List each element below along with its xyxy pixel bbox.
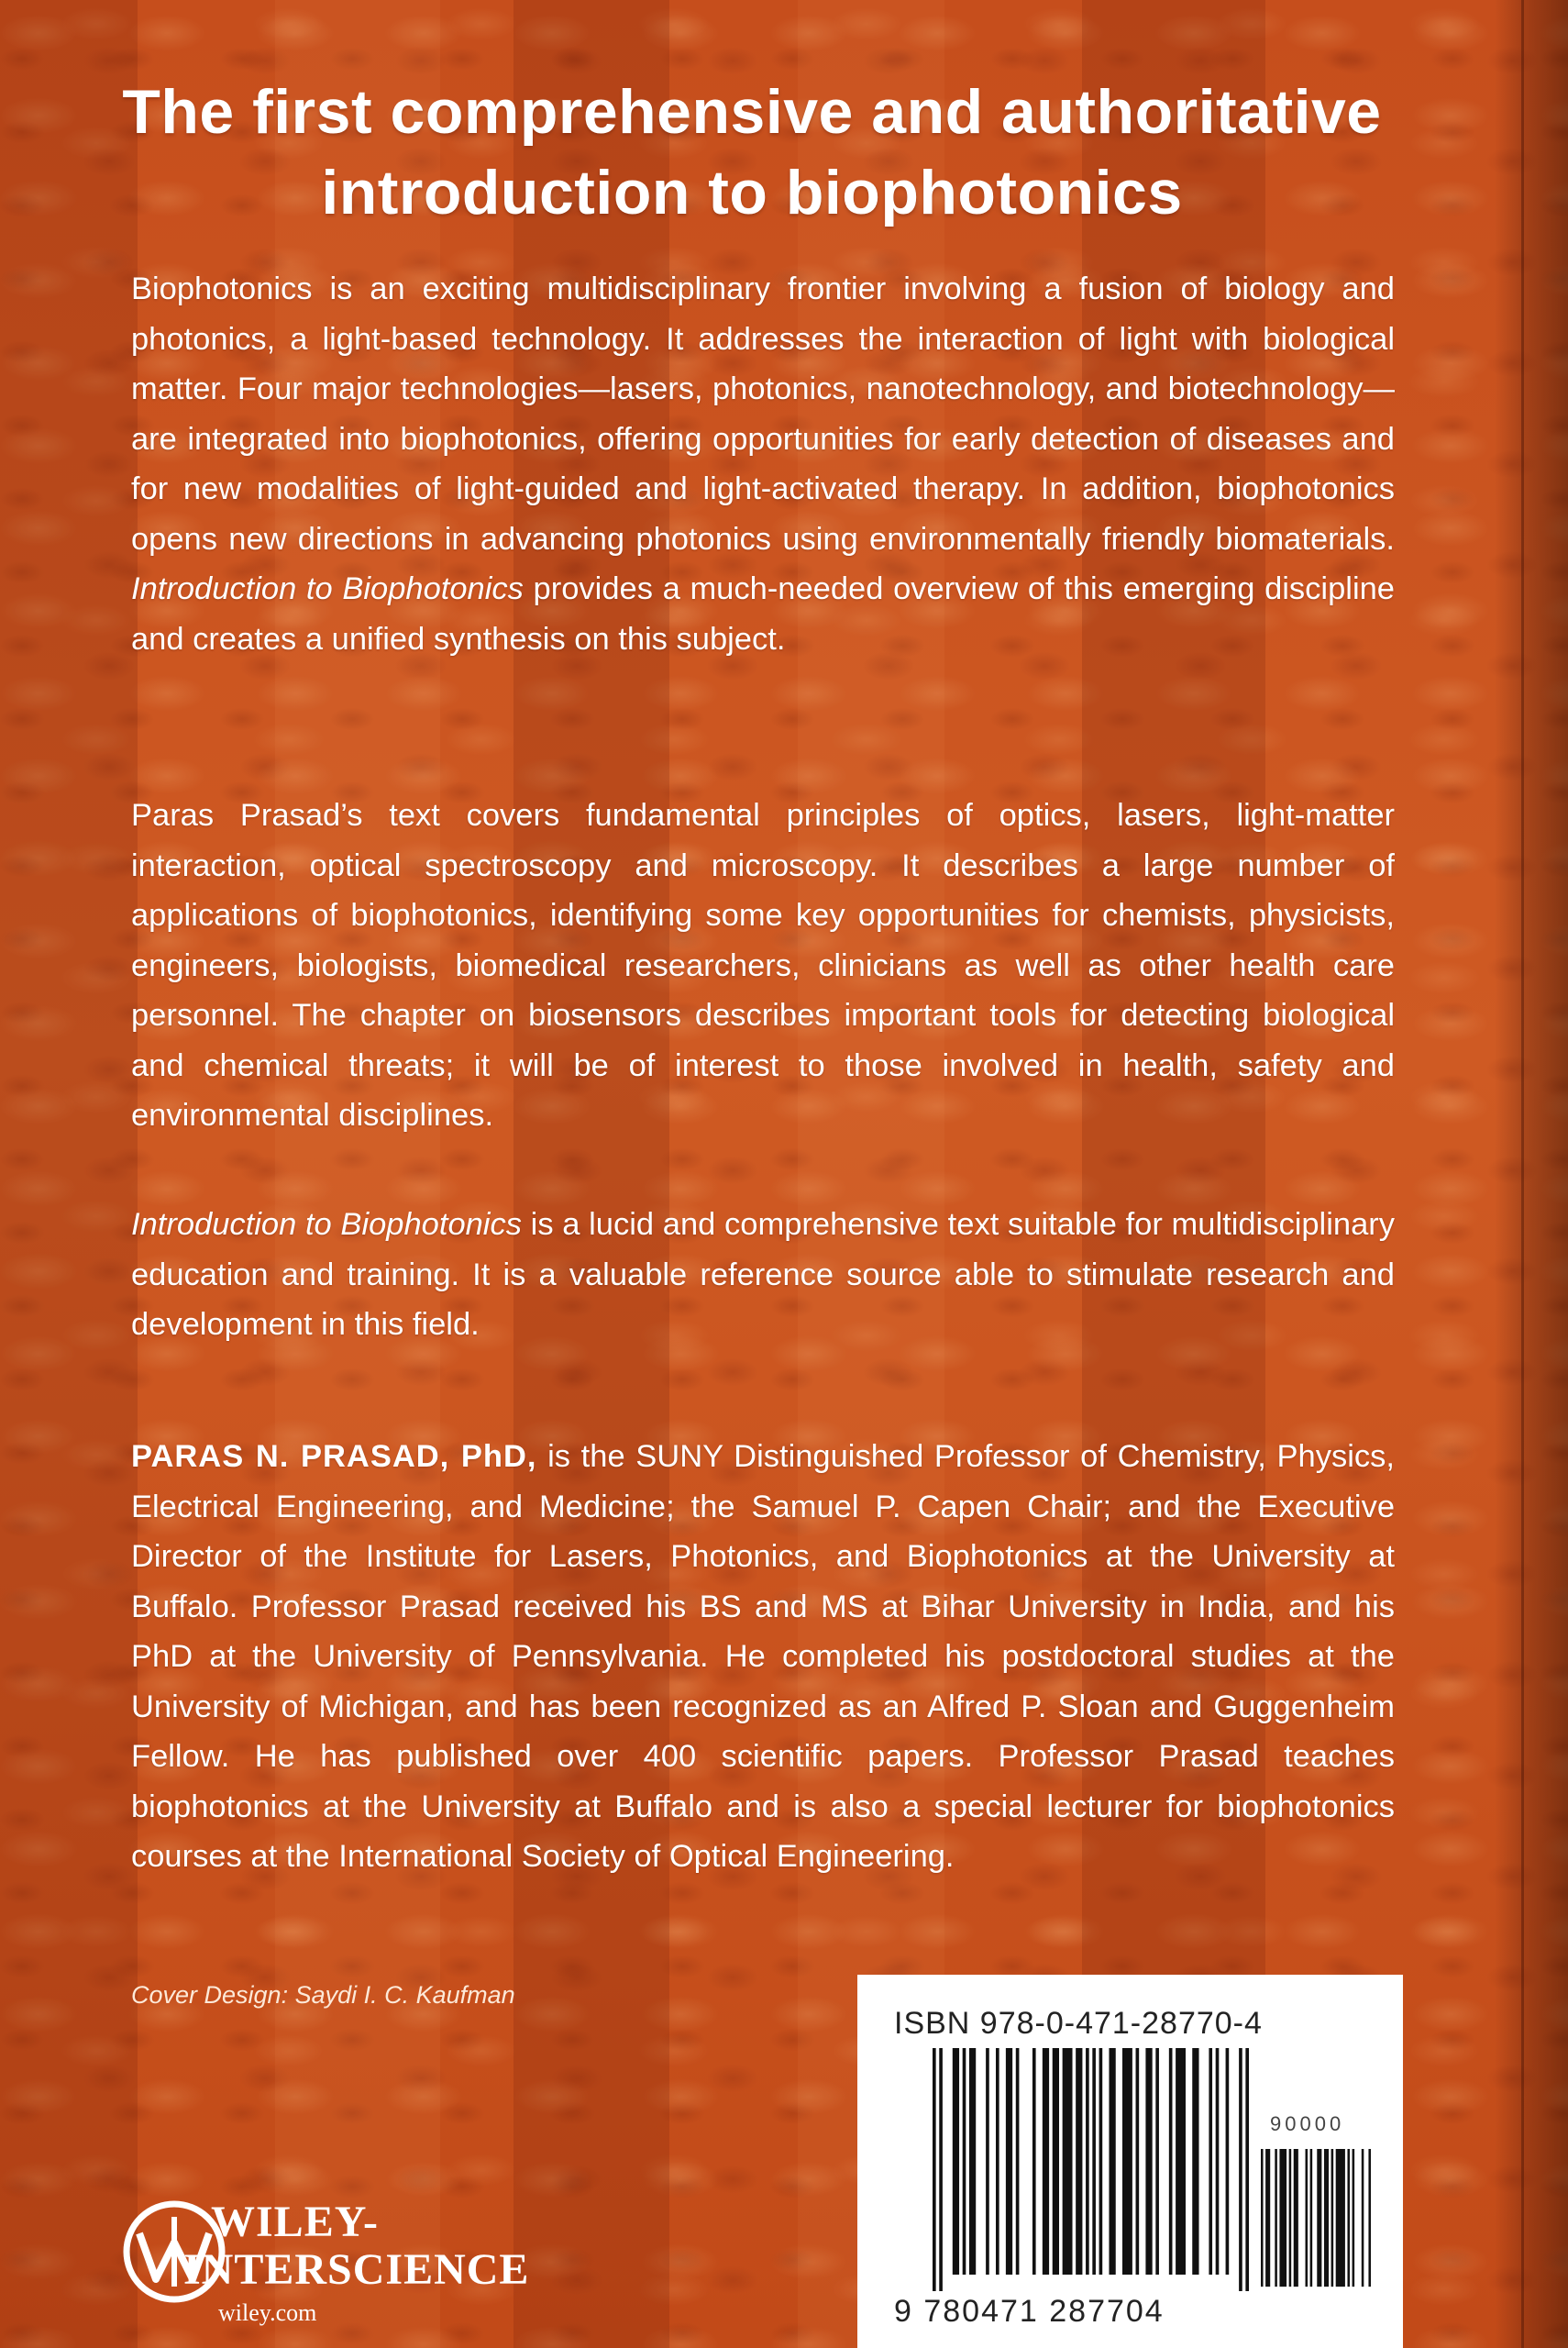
barcode-bar	[1294, 2149, 1298, 2287]
book-title: Introduction to Biophotonics	[131, 1207, 522, 1242]
barcode-bar	[1006, 2048, 1012, 2275]
paragraph-text: Biophotonics is an exciting multidisciplinary frontier involving a fusion of biology and photonics, a light-based technology. It addresses the interaction of light with biological matter. Four major technologies—lasers, photonics, nanotechnology, and biotechnology—are integrated into biophotonics, offering opportunities for early detection of diseases and for new modalities of light-guided and light-activated therapy. In addition, biophotonics opens new directions in advancing photonics using environmentally friendly biomaterials.	[131, 271, 1395, 557]
barcode-bar	[963, 2048, 966, 2275]
cover-design-credit: Cover Design: Saydi I. C. Kaufman	[131, 1981, 515, 2009]
barcode-bar	[1261, 2149, 1264, 2287]
barcode-bar	[953, 2048, 959, 2275]
publisher-name-line-2: INTERSCIENCE	[183, 2245, 530, 2294]
barcode-bar	[1306, 2149, 1309, 2287]
author-bio	[131, 1432, 1395, 1882]
author-bio-text: is the SUNY Distinguished Professor of Chemistry, Physics, Electrical Engineering, and Medicine; the Samuel P. Capen Chair; and the Executive Director of the Institute for Lasers, Photonics, and Biophotonics at the University at Buffalo. Professor Prasad received his BS and MS at Bihar University in India, and his PhD at the University of Pennsylvania. He completed his postdoctoral studies at the University of Michigan, and has been recognized as an Alfred P. Sloan and Guggenheim Fellow. He has published over 400 scientific papers. Professor Prasad teaches biophotonics at the University at Buffalo and is also a special lecturer for biophotonics courses at the International Society of Optical Engineering.	[131, 1439, 1395, 1874]
isbn-label: ISBN 978-0-471-28770-4	[894, 2006, 1263, 2041]
ean-barcode	[933, 2048, 1249, 2291]
barcode-bar	[1109, 2048, 1115, 2275]
barcode-bar	[1239, 2048, 1242, 2291]
addon-barcode	[1261, 2149, 1371, 2300]
barcode-bar	[1310, 2149, 1313, 2287]
barcode-bar	[1362, 2149, 1364, 2287]
barcode-bar	[1086, 2048, 1089, 2275]
paragraph-text: Paras Prasad’s text covers fundamental principles of optics, lasers, light-matter interaction, optical spectroscopy and microscopy. It describes a large number of applications of biophotonics, identifying some key opportunities for chemists, physicists, engineers, biologists, biomedical researchers, clinicians as well as other health care personnel. The chapter on biosensors describes important tools for detecting biological and chemical threats; it will be of interest to those involved in health, safety and environmental disciplines.	[131, 798, 1395, 1133]
barcode-digits: 9 780471 287704	[894, 2294, 1165, 2329]
barcode-bar	[986, 2048, 989, 2275]
book-spine-edge	[1521, 0, 1524, 2348]
barcode-bar	[1043, 2048, 1049, 2275]
barcode-bar	[1331, 2149, 1334, 2287]
paragraph-text: is a lucid and comprehensive text suitable for multidisciplinary education and training. It is a valuable reference source able to stimulate research and development in this field.	[131, 1207, 1396, 1342]
barcode-bar	[1155, 2048, 1159, 2275]
barcode-bar	[1092, 2048, 1096, 2275]
barcode-bar	[1317, 2149, 1321, 2287]
barcode-bar	[1122, 2048, 1132, 2275]
barcode-bar	[1324, 2149, 1329, 2287]
publisher-name-line-1: WILEY-	[211, 2198, 379, 2246]
book-spine-shadow	[1495, 0, 1568, 2348]
barcode-bar	[1053, 2048, 1059, 2275]
barcode-bar	[1063, 2048, 1073, 2275]
author-name: PARAS N. PRASAD, PhD,	[131, 1439, 537, 1474]
barcode-bar	[996, 2048, 999, 2275]
barcode-bar	[1145, 2048, 1152, 2275]
barcode-bar	[1275, 2149, 1277, 2287]
headline	[101, 72, 1403, 233]
description-paragraph-2	[131, 791, 1395, 1141]
barcode-bar	[939, 2048, 943, 2291]
barcode-bar	[1016, 2048, 1020, 2275]
book-title: Introduction to Biophotonics	[131, 571, 524, 606]
barcode-bar	[1176, 2048, 1186, 2275]
barcode-bar	[969, 2048, 976, 2275]
barcode-bar	[1169, 2048, 1173, 2275]
background-band	[0, 0, 138, 2348]
barcode-bar	[1076, 2048, 1082, 2275]
wiley-interscience-logo	[119, 2178, 596, 2339]
barcode-bar	[1347, 2149, 1350, 2287]
description-paragraph-1	[131, 264, 1395, 664]
barcode-bar	[1245, 2048, 1249, 2291]
barcode-bar	[1136, 2048, 1140, 2275]
barcode-bar	[1099, 2048, 1103, 2275]
headline-line-1: The first comprehensive and authoritative	[122, 77, 1382, 147]
barcode-bar	[1265, 2149, 1270, 2287]
barcode-bar	[1216, 2048, 1220, 2275]
publisher-url: wiley.com	[218, 2299, 317, 2326]
barcode-bar	[933, 2048, 936, 2291]
description-paragraph-3	[131, 1200, 1395, 1350]
barcode-bar	[1209, 2048, 1212, 2275]
barcode-bar	[1368, 2149, 1371, 2287]
barcode-bar	[1032, 2048, 1036, 2275]
barcode-bar	[1336, 2149, 1345, 2287]
headline-line-2: introduction to biophotonics	[321, 158, 1183, 227]
barcode-bar	[1226, 2048, 1230, 2275]
barcode-bar	[1192, 2048, 1198, 2275]
isbn-barcode-box	[857, 1975, 1403, 2348]
paragraph-text: provides a much-needed overview of this emerging discipline and creates a unified synthesis on this subject.	[131, 571, 1395, 657]
addon-digits: 90000	[1270, 2112, 1345, 2135]
barcode-bar	[1353, 2149, 1355, 2287]
barcode-bar	[1289, 2149, 1292, 2287]
barcode-bar	[1279, 2149, 1286, 2287]
